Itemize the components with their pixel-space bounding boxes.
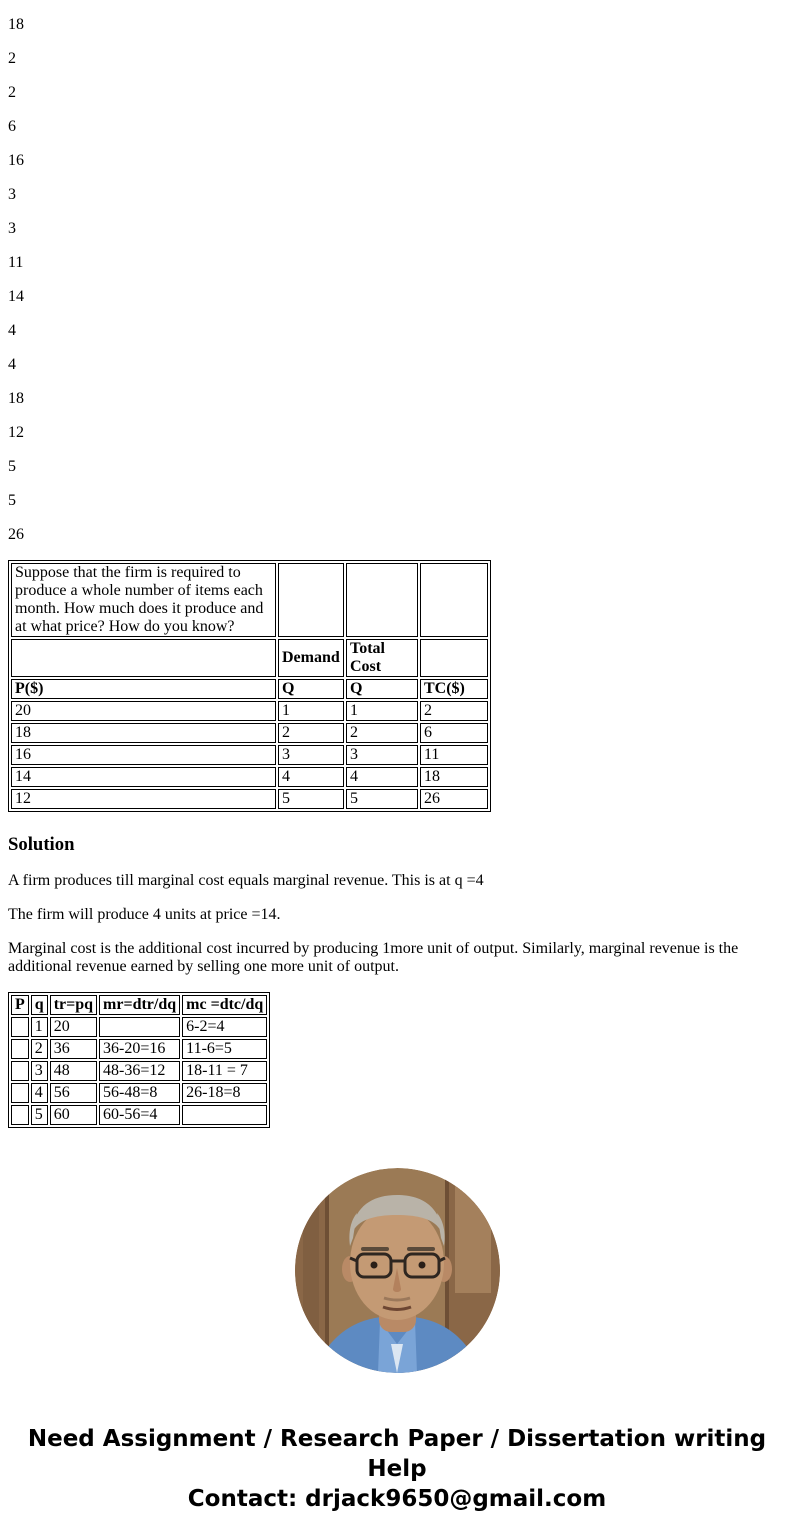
table-cell: 12 [11,789,276,809]
table-cell: 2 [278,723,344,743]
subheader-row [11,639,488,677]
table-cell: 4 [278,767,344,787]
table-cell: 20 [11,701,276,721]
top-number: 18 [8,390,24,407]
top-number: 18 [8,16,24,33]
calc-table-body [11,995,267,1125]
top-number: 3 [8,220,16,237]
table-cell: 2 [31,1039,48,1059]
table-cell: 18 [11,723,276,743]
table-cell: 48-36=12 [99,1061,180,1081]
table-cell: 48 [50,1061,97,1081]
table-cell: 5 [346,789,418,809]
table-cell: 3 [278,745,344,765]
empty-cell [11,639,276,677]
table-cell: 26 [420,789,488,809]
calc-header-row [11,995,267,1015]
table-row [11,1061,267,1081]
top-number: 4 [8,322,16,339]
table-cell: 1 [31,1017,48,1037]
table-cell [11,1105,29,1125]
table-cell: 1 [346,701,418,721]
solution-paragraph-1: A firm produces till marginal cost equals marginal revenue. This is at q =4 [8,872,484,889]
table-cell: 5 [278,789,344,809]
calc-header-mr: mr=dtr/dq [99,995,180,1015]
main-table-body [11,563,488,809]
table-cell [11,1061,29,1081]
footer-contact: Contact: drjack9650@gmail.com [187,1485,607,1512]
table-cell: 18-11 = 7 [182,1061,267,1081]
top-number: 5 [8,458,16,475]
header-cell-q1: Q [278,679,344,699]
calc-header-tr: tr=pq [50,995,97,1015]
solution-paragraph-3: Marginal cost is the additional cost incurred by producing 1more unit of output. Similarly, marginal revenue is the additional revenue earned by selling one more unit of output. [8,940,739,975]
top-number: 12 [8,424,24,441]
table-cell: 60 [50,1105,97,1125]
top-number: 2 [8,84,16,101]
table-cell: 16 [11,745,276,765]
table-row [11,1083,267,1103]
empty-cell [420,639,488,677]
question-cell: Suppose that the firm is required to produce a whole number of items each month. How much does it produce and at what price? How do you know? [11,563,276,637]
table-cell: 20 [50,1017,97,1037]
calc-header-p: P [11,995,29,1015]
document-page [8,16,786,1515]
top-number: 6 [8,118,16,135]
table-cell: 6-2=4 [182,1017,267,1037]
table-row [11,701,488,721]
table-cell [182,1105,267,1125]
table-cell: 3 [346,745,418,765]
table-cell [99,1017,180,1037]
top-number: 3 [8,186,16,203]
table-cell: 11 [420,745,488,765]
table-cell: 4 [31,1083,48,1103]
table-row [11,723,488,743]
table-cell: 18 [420,767,488,787]
table-row [11,1105,267,1125]
top-number: 26 [8,526,24,543]
table-cell: 4 [346,767,418,787]
table-cell: 26-18=8 [182,1083,267,1103]
table-cell: 2 [420,701,488,721]
footer-banner [8,1425,786,1515]
header-cell-price: P($) [11,679,276,699]
table-row [11,789,488,809]
top-number: 2 [8,50,16,67]
demand-cost-table [8,560,491,812]
empty-cell [420,563,488,637]
marginal-calc-table [8,992,270,1128]
header-cell-q2: Q [346,679,418,699]
demand-label-cell: Demand [278,639,344,677]
table-cell: 6 [420,723,488,743]
solution-paragraph-2: The firm will produce 4 units at price =14. [8,906,281,923]
table-cell: 1 [278,701,344,721]
header-row [11,679,488,699]
table-cell: 14 [11,767,276,787]
table-cell [11,1017,29,1037]
table-cell: 11-6=5 [182,1039,267,1059]
total-cost-label-cell: Total Cost [346,639,418,677]
table-row [11,1017,267,1037]
footer-help-text: Need Assignment / Research Paper / Dissertation writing Help [27,1426,767,1482]
solution-heading: Solution [8,834,75,855]
table-cell [11,1039,29,1059]
table-row [11,767,488,787]
portrait-graphic [295,1168,500,1373]
top-number: 4 [8,356,16,373]
table-cell: 36 [50,1039,97,1059]
instructor-photo [295,1168,500,1373]
table-cell [11,1083,29,1103]
calc-header-q: q [31,995,48,1015]
table-cell: 36-20=16 [99,1039,180,1059]
empty-cell [346,563,418,637]
table-row [11,745,488,765]
top-number: 14 [8,288,24,305]
table-cell: 5 [31,1105,48,1125]
calc-header-mc: mc =dtc/dq [182,995,267,1015]
empty-cell [278,563,344,637]
top-number: 16 [8,152,24,169]
table-cell: 56 [50,1083,97,1103]
table-cell: 3 [31,1061,48,1081]
question-row [11,563,488,637]
table-row [11,1039,267,1059]
top-number: 11 [8,254,24,271]
top-number-list [8,16,786,544]
header-cell-tc: TC($) [420,679,488,699]
top-number: 5 [8,492,16,509]
table-cell: 60-56=4 [99,1105,180,1125]
table-cell: 2 [346,723,418,743]
table-cell: 56-48=8 [99,1083,180,1103]
